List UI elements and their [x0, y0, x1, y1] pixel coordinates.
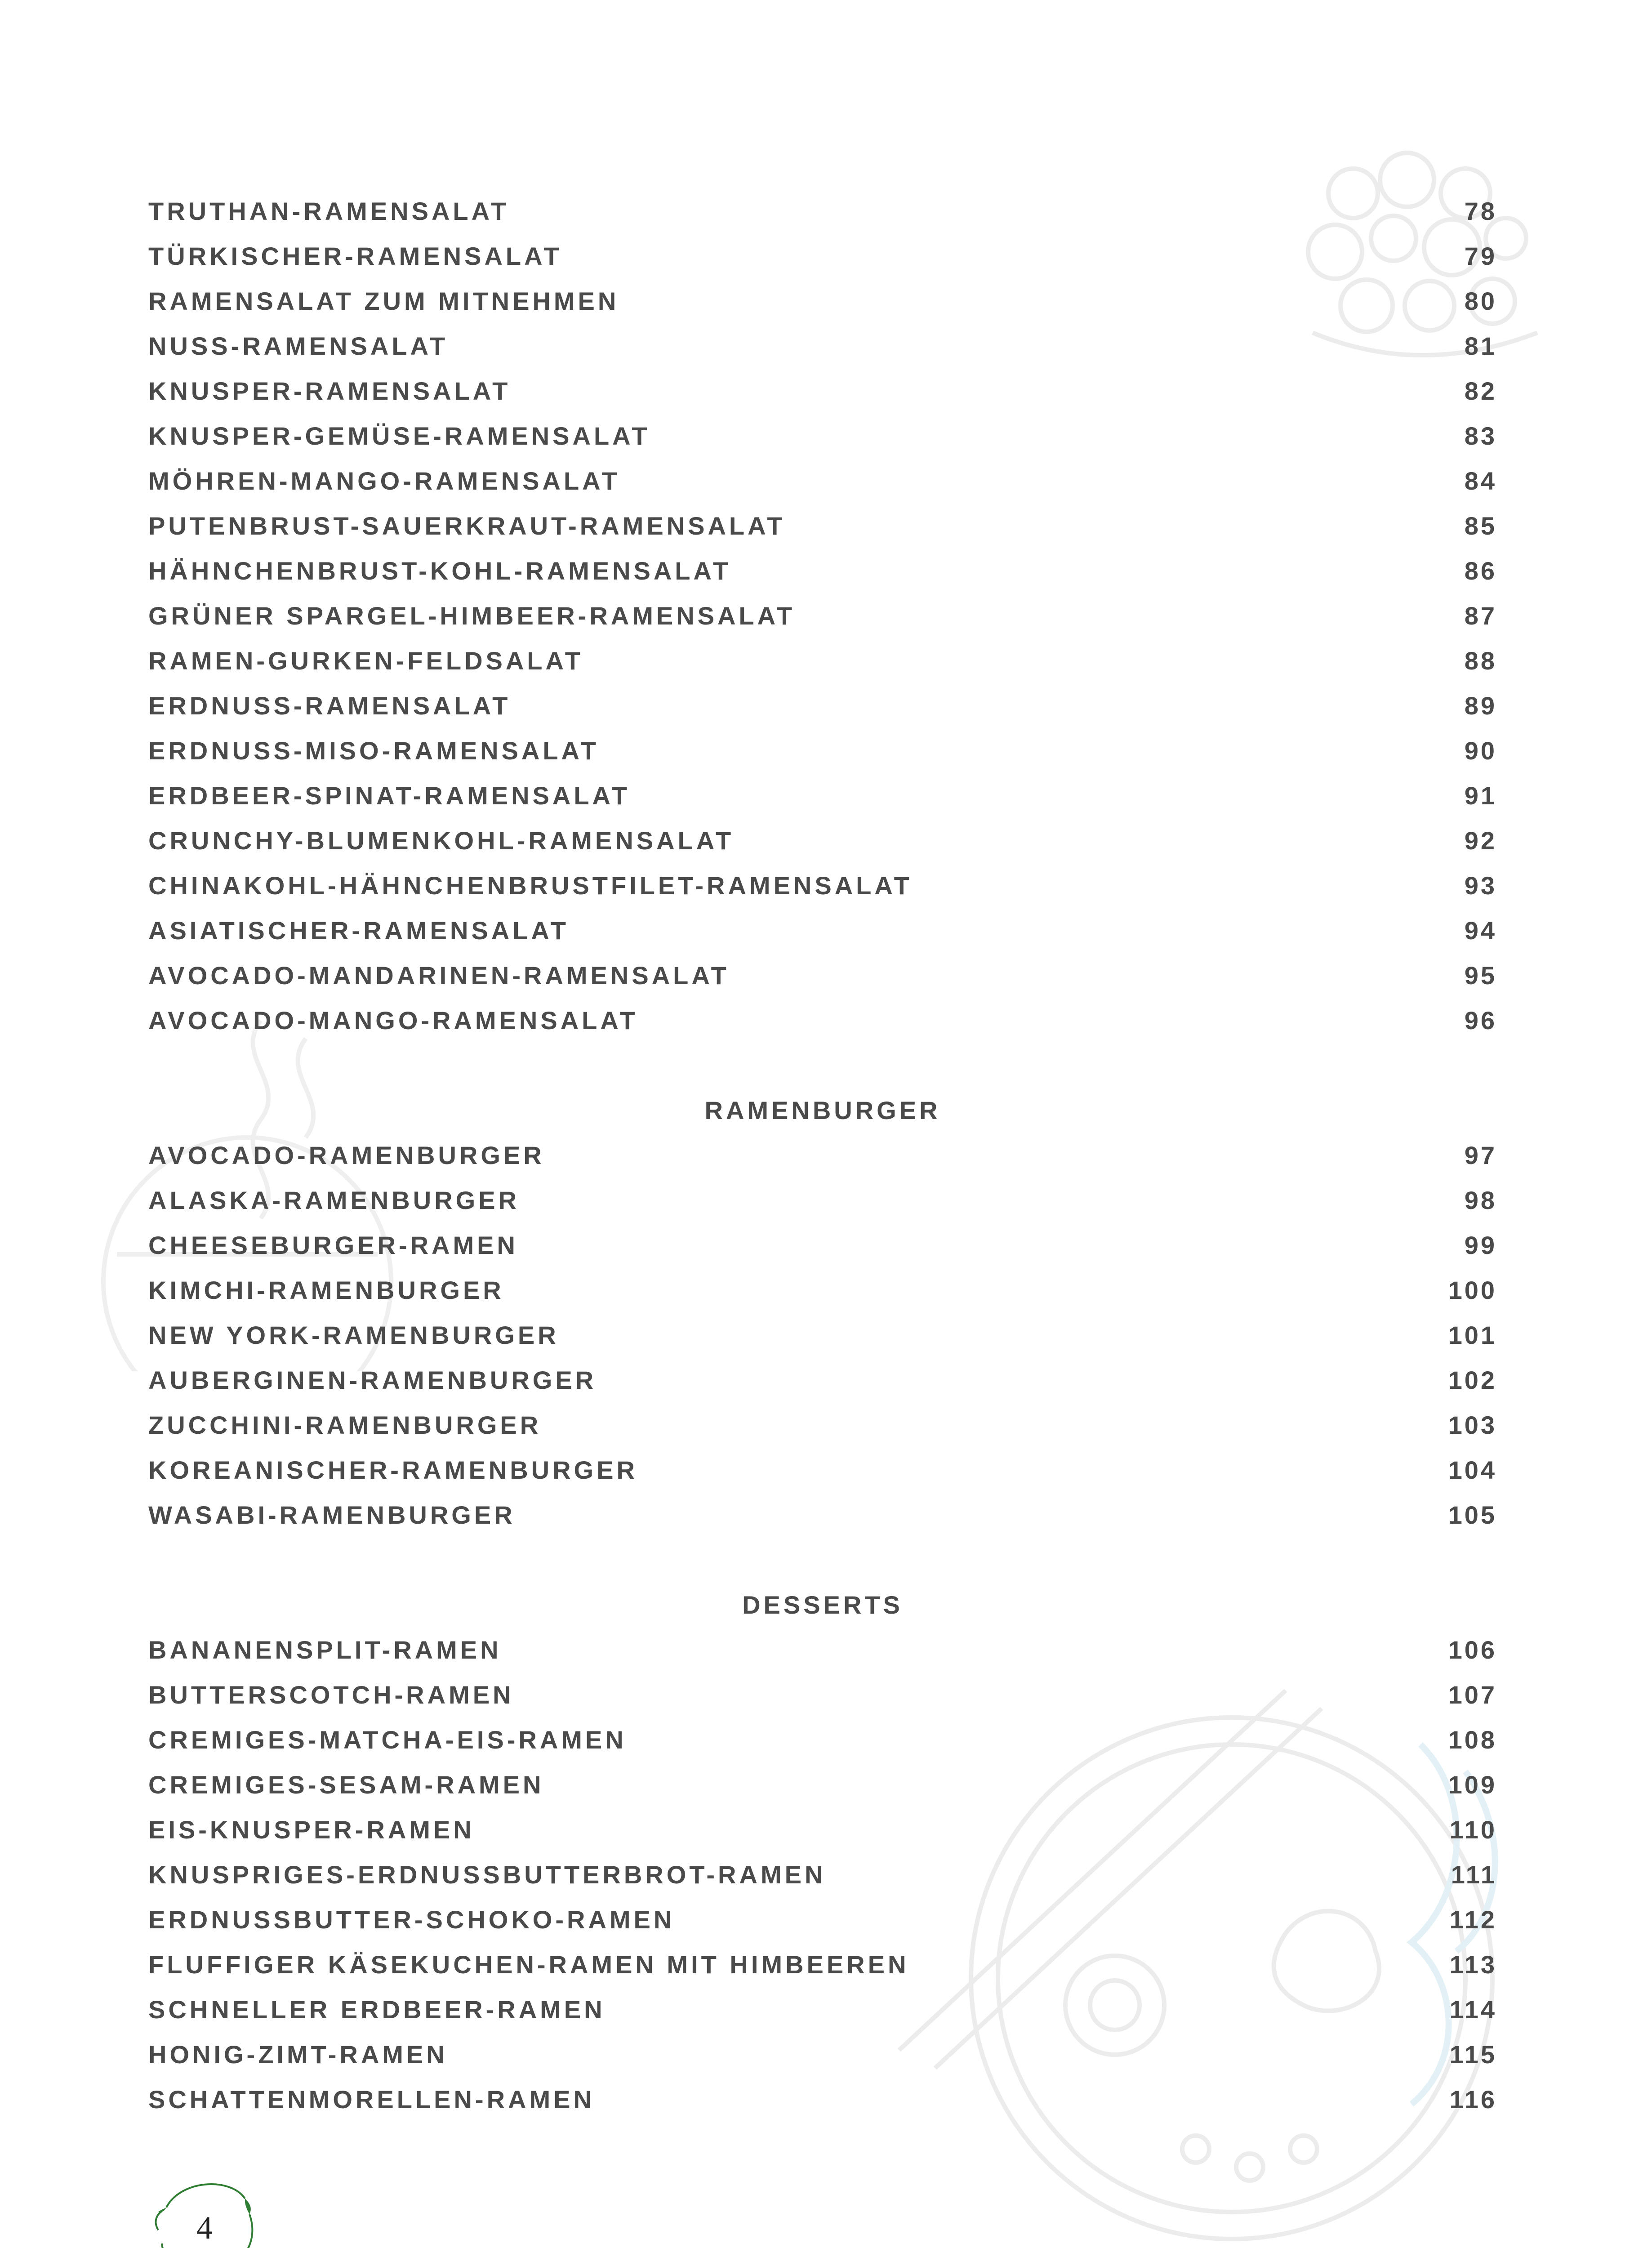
toc-row — [148, 189, 1497, 234]
toc-title: NUSS-RAMENSALAT — [148, 332, 449, 360]
toc-page-number: 108 — [1448, 1726, 1497, 1754]
toc-title: SCHATTENMORELLEN-RAMEN — [148, 2085, 595, 2114]
toc-page-number: 107 — [1448, 1681, 1497, 1709]
toc-row — [148, 683, 1497, 728]
toc-page-number: 96 — [1464, 1006, 1497, 1035]
dessert-list — [148, 1628, 1497, 2122]
toc-page-number: 88 — [1464, 647, 1497, 675]
toc-title: KNUSPER-RAMENSALAT — [148, 377, 511, 405]
toc-page-number: 100 — [1448, 1276, 1497, 1304]
toc-title: BANANENSPLIT-RAMEN — [148, 1636, 502, 1664]
toc-row — [148, 998, 1497, 1043]
toc-row — [148, 1897, 1497, 1942]
toc-row — [148, 2077, 1497, 2122]
toc-row — [148, 414, 1497, 459]
toc-row — [148, 279, 1497, 324]
toc-title: AVOCADO-RAMENBURGER — [148, 1141, 545, 1169]
toc-row — [148, 908, 1497, 953]
toc-title: KIMCHI-RAMENBURGER — [148, 1276, 504, 1304]
toc-row — [148, 1987, 1497, 2032]
section-spacer — [148, 1043, 1497, 1088]
toc-title: HÄHNCHENBRUST-KOHL-RAMENSALAT — [148, 557, 731, 585]
toc-page-number: 114 — [1449, 1995, 1497, 2024]
toc-row — [148, 1133, 1497, 1178]
toc-title: ERDNUSS-RAMENSALAT — [148, 691, 511, 720]
toc-page-number: 78 — [1464, 197, 1497, 225]
toc-page-number: 79 — [1464, 242, 1497, 270]
toc-row — [148, 1178, 1497, 1223]
toc-page-number: 91 — [1464, 781, 1497, 810]
toc-page-number: 82 — [1464, 377, 1497, 405]
toc-title: CREMIGES-SESAM-RAMEN — [148, 1771, 544, 1799]
toc-title: RAMEN-GURKEN-FELDSALAT — [148, 647, 583, 675]
toc-page-number: 102 — [1448, 1366, 1497, 1394]
toc-page-number: 81 — [1464, 332, 1497, 360]
toc-page-number: 90 — [1464, 736, 1497, 765]
toc-row — [148, 1358, 1497, 1403]
toc-title: CRUNCHY-BLUMENKOHL-RAMENSALAT — [148, 826, 735, 855]
toc-title: SCHNELLER ERDBEER-RAMEN — [148, 1995, 606, 2024]
toc-row — [148, 1628, 1497, 1673]
toc-page-number: 112 — [1449, 1905, 1497, 1934]
toc-page-number: 87 — [1464, 602, 1497, 630]
toc-row — [148, 1717, 1497, 1762]
toc-row — [148, 324, 1497, 369]
toc-page-number: 113 — [1449, 1950, 1497, 1979]
toc-row — [148, 818, 1497, 863]
section-heading-ramenburger: RAMENBURGER — [704, 1096, 941, 1124]
section-heading-desserts: DESSERTS — [742, 1591, 903, 1619]
toc-row — [148, 549, 1497, 593]
toc-row — [148, 773, 1497, 818]
toc-title: EIS-KNUSPER-RAMEN — [148, 1815, 475, 1844]
toc-title: AVOCADO-MANGO-RAMENSALAT — [148, 1006, 638, 1035]
toc-page-number: 83 — [1464, 422, 1497, 450]
toc-row — [148, 1673, 1497, 1717]
toc-row — [148, 2032, 1497, 2077]
toc-page-number: 101 — [1448, 1321, 1497, 1349]
toc-title: ERDBEER-SPINAT-RAMENSALAT — [148, 781, 631, 810]
toc-title: MÖHREN-MANGO-RAMENSALAT — [148, 467, 620, 495]
toc-title: CREMIGES-MATCHA-EIS-RAMEN — [148, 1726, 627, 1754]
toc-page-number: 109 — [1448, 1771, 1497, 1799]
toc-row — [148, 728, 1497, 773]
toc-title: ALASKA-RAMENBURGER — [148, 1186, 520, 1214]
toc-row — [148, 1493, 1497, 1538]
toc-page-number: 110 — [1449, 1815, 1497, 1844]
toc-page-number: 92 — [1464, 826, 1497, 855]
toc-title: BUTTERSCOTCH-RAMEN — [148, 1681, 514, 1709]
toc-row — [148, 234, 1497, 279]
toc-row — [148, 863, 1497, 908]
toc-title: AVOCADO-MANDARINEN-RAMENSALAT — [148, 961, 730, 990]
toc-page-number: 94 — [1464, 916, 1497, 945]
toc-title: KNUSPER-GEMÜSE-RAMENSALAT — [148, 422, 650, 450]
toc-row — [148, 1807, 1497, 1852]
page-number-badge — [148, 2172, 261, 2248]
toc-page-number: 103 — [1448, 1411, 1497, 1439]
toc-row — [148, 1403, 1497, 1448]
toc-page-number: 116 — [1449, 2085, 1497, 2114]
toc-title: ASIATISCHER-RAMENSALAT — [148, 916, 569, 945]
toc-row — [148, 638, 1497, 683]
toc-title: TRUTHAN-RAMENSALAT — [148, 197, 510, 225]
toc-title: WASABI-RAMENBURGER — [148, 1501, 516, 1529]
toc-page-number: 115 — [1449, 2040, 1497, 2069]
toc-title: ZUCCHINI-RAMENBURGER — [148, 1411, 542, 1439]
toc-row — [148, 953, 1497, 998]
toc-title: CHEESEBURGER-RAMEN — [148, 1231, 518, 1259]
toc-page-number: 111 — [1451, 1860, 1497, 1889]
toc-page-number: 89 — [1464, 691, 1497, 720]
toc-page-number: 84 — [1464, 467, 1497, 495]
toc-title: FLUFFIGER KÄSEKUCHEN-RAMEN MIT HIMBEEREN — [148, 1950, 909, 1979]
salad-list — [148, 189, 1497, 1043]
toc-page-number: 85 — [1464, 512, 1497, 540]
toc-page-number: 104 — [1448, 1456, 1497, 1484]
toc-page-number: 98 — [1464, 1186, 1497, 1214]
toc-row — [148, 459, 1497, 504]
toc-title: TÜRKISCHER-RAMENSALAT — [148, 242, 562, 270]
section-spacer — [148, 1538, 1497, 1583]
toc-page-number: 97 — [1464, 1141, 1497, 1169]
toc-row — [148, 504, 1497, 549]
toc-page-number: 106 — [1448, 1636, 1497, 1664]
toc-row — [148, 369, 1497, 414]
toc-page-number: 93 — [1464, 871, 1497, 900]
toc-row — [148, 1223, 1497, 1268]
toc-title: HONIG-ZIMT-RAMEN — [148, 2040, 448, 2069]
toc-page-number: 99 — [1464, 1231, 1497, 1259]
toc-page-number: 86 — [1464, 557, 1497, 585]
toc-title: GRÜNER SPARGEL-HIMBEER-RAMENSALAT — [148, 602, 796, 630]
toc-row — [148, 593, 1497, 638]
toc-row — [148, 1313, 1497, 1358]
toc-title: AUBERGINEN-RAMENBURGER — [148, 1366, 597, 1394]
toc-title: NEW YORK-RAMENBURGER — [148, 1321, 559, 1349]
page-number: 4 — [196, 2210, 213, 2246]
toc-title: ERDNUSSBUTTER-SCHOKO-RAMEN — [148, 1905, 675, 1934]
toc-title: PUTENBRUST-SAUERKRAUT-RAMENSALAT — [148, 512, 786, 540]
toc-row — [148, 1942, 1497, 1987]
toc-row — [148, 1852, 1497, 1897]
table-of-contents — [148, 189, 1497, 2122]
toc-page-number: 80 — [1464, 287, 1497, 315]
toc-page-number: 105 — [1448, 1501, 1497, 1529]
toc-title: ERDNUSS-MISO-RAMENSALAT — [148, 736, 600, 765]
toc-title: KOREANISCHER-RAMENBURGER — [148, 1456, 638, 1484]
toc-title: RAMENSALAT ZUM MITNEHMEN — [148, 287, 619, 315]
toc-page-number: 95 — [1464, 961, 1497, 990]
toc-row — [148, 1448, 1497, 1493]
toc-title: KNUSPRIGES-ERDNUSSBUTTERBROT-RAMEN — [148, 1860, 826, 1889]
toc-row — [148, 1268, 1497, 1313]
burger-list — [148, 1133, 1497, 1538]
toc-title: CHINAKOHL-HÄHNCHENBRUSTFILET-RAMENSALAT — [148, 871, 913, 900]
toc-row — [148, 1762, 1497, 1807]
